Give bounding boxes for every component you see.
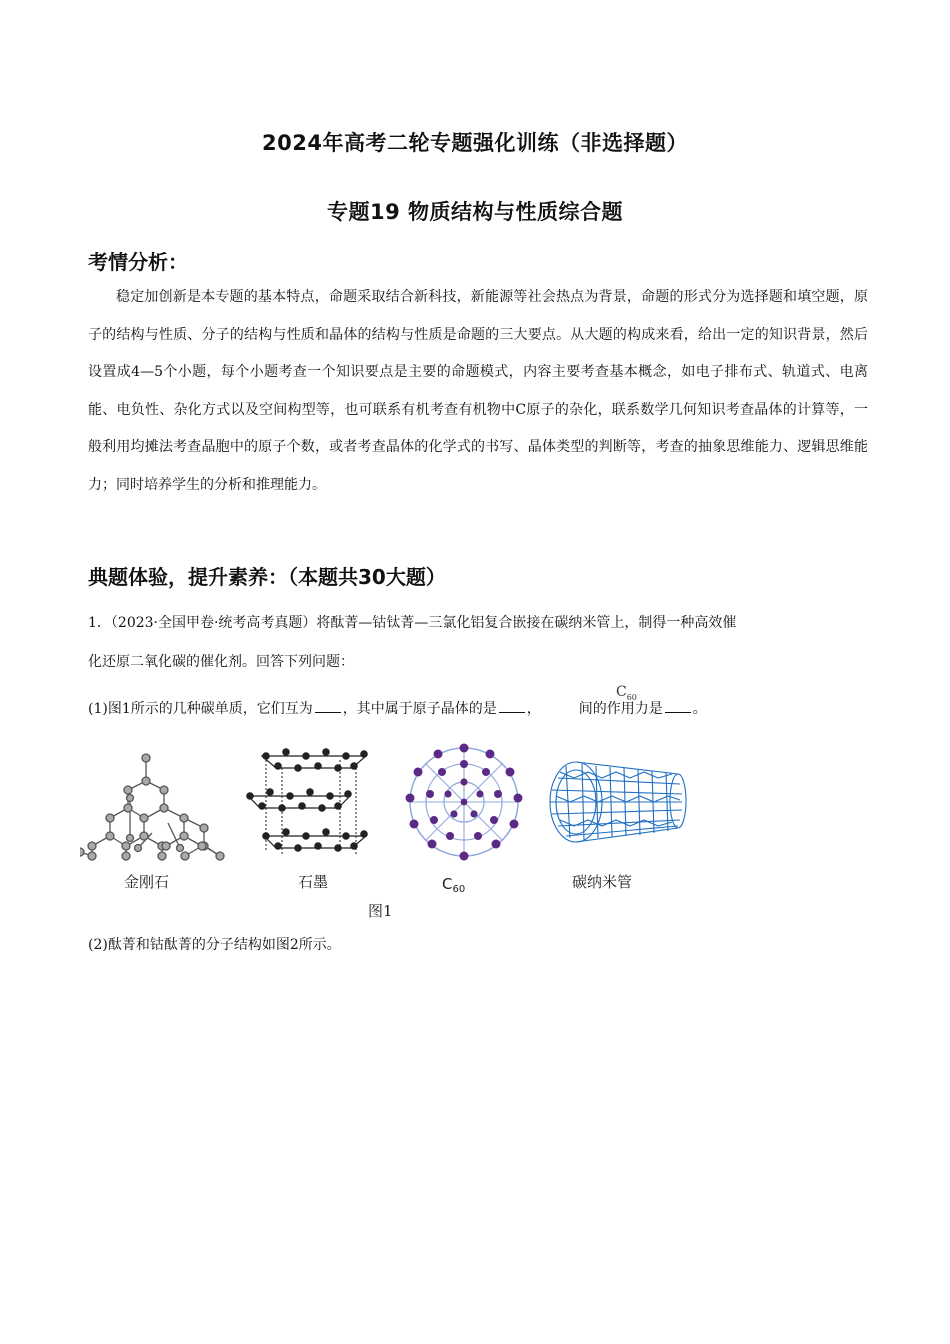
analysis-paragraph: 稳定加创新是本专题的基本特点，命题采取结合新科技，新能源等社会热点为背景，命题的形式分为选择题和填空题，原子的结构与性质、分子的结构与性质和晶体的结构与性质是命题的三大要点。从大题的构成来看，给出一定的知识背景，然后设置成4—5个小题，每个小题考查一个知识要点是主要的命题模式，内容主要考查基本概念，如电子排布式、轨道式、电离能、电负性、杂化方式以及空间构型等，也可联系有机考查有机物中C原子的杂化，联系数学几何知识考查晶体的计算等，一般利用均摊法考查晶胞中的原子个数，或者考查晶体的化学式的书写、晶体类型的判断等，考查的抽象思维能力、逻辑思维能力；同时培养学生的分析和推理能力。 — [88, 289, 868, 493]
question-1-part1 — [88, 698, 707, 718]
graphite-structure-image — [247, 749, 367, 856]
answer-blank-3[interactable] — [665, 700, 691, 713]
answer-blank-2[interactable] — [499, 700, 525, 713]
graphite-label: 石墨 — [298, 873, 329, 891]
section-heading-practice: 典题体验，提升素养：（本题共30大题） — [88, 565, 446, 589]
c60-structure-image — [406, 744, 523, 861]
part1-text-e: 。 — [692, 701, 707, 717]
part1-text-c: ， — [526, 701, 541, 717]
part1-text-a: (1)图1所示的几种碳单质，它们互为 — [88, 701, 313, 717]
document-title: 2024年高考二轮专题强化训练（非选择题） — [262, 131, 688, 155]
c60-label: $C_{60}$ — [442, 875, 466, 895]
part1-text-b: ，其中属于原子晶体的是 — [342, 701, 497, 717]
question-1-stem-line1: 1．（2023·全国甲卷·统考高考真题）将酞菁—钴钛菁—三氯化铝复合嵌接在碳纳米管上，制得一种高效催 — [88, 615, 737, 631]
nanotube-structure-image — [550, 762, 686, 842]
question-1-stem-line2: 化还原二氧化碳的催化剂。回答下列问题： — [88, 654, 354, 670]
answer-blank-1[interactable] — [315, 700, 341, 713]
diamond-structure-image — [80, 754, 224, 860]
section-heading-analysis: 考情分析： — [88, 250, 188, 274]
question-1-part2: (2)酞菁和钴酞菁的分子结构如图2所示。 — [88, 937, 341, 953]
diamond-label: 金刚石 — [124, 873, 170, 891]
part1-text-d: 间的作用力是 — [578, 701, 663, 717]
c60-formula: $C_{60}$ — [616, 684, 637, 702]
document-subtitle: 专题19 物质结构与性质综合题 — [326, 200, 624, 224]
figure-1-drawing — [80, 738, 700, 928]
figure-1 — [80, 738, 700, 928]
nanotube-label: 碳纳米管 — [572, 873, 633, 891]
figure-1-caption: 图1 — [368, 902, 393, 920]
